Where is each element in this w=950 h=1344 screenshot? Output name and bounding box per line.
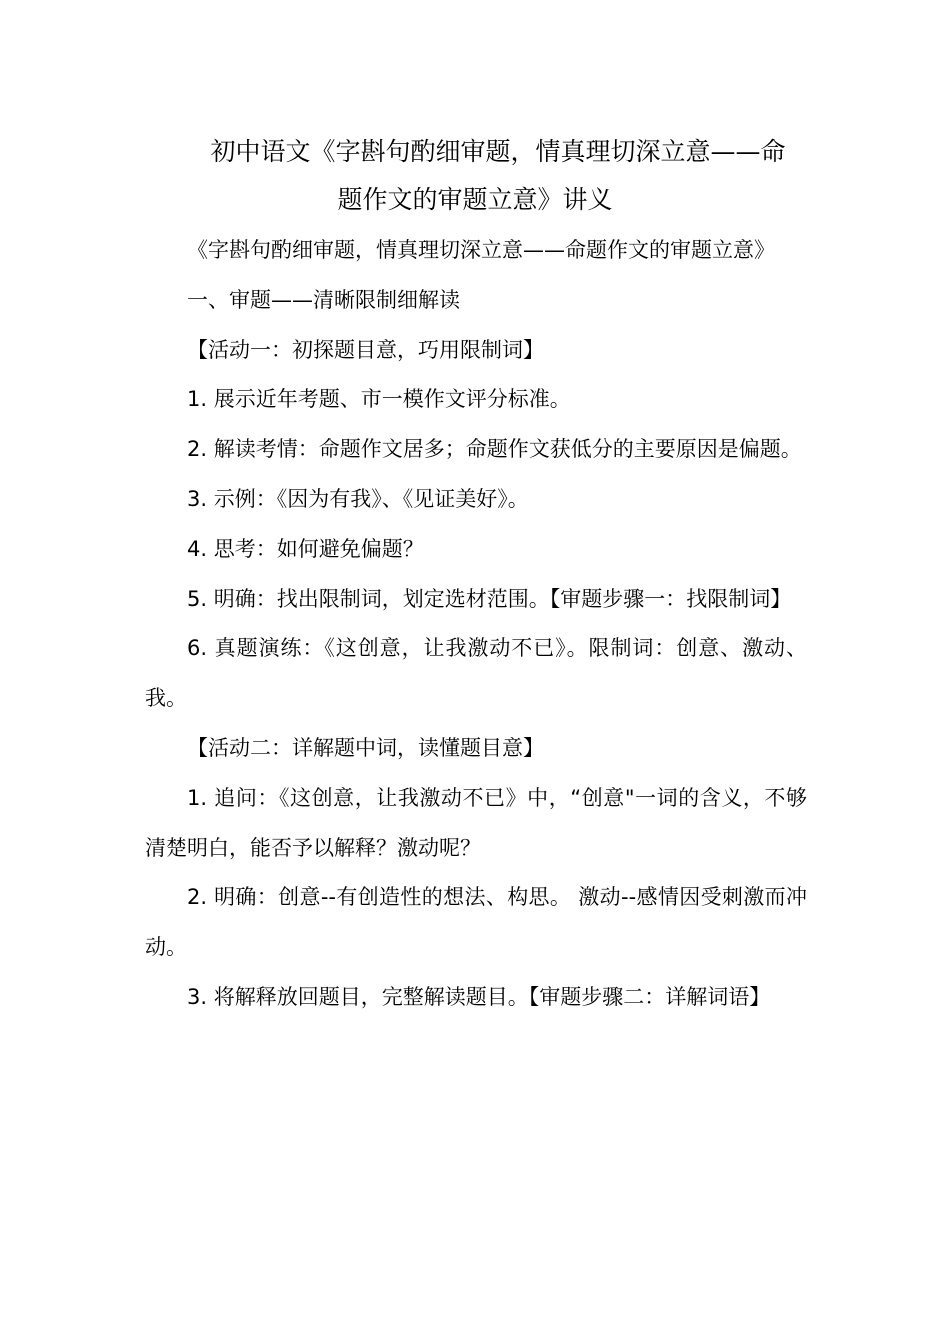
paragraph-item: 4. 思考：如何避免偏题？ [187,536,424,561]
paragraph-item: 5. 明确：找出限制词，划定选材范围。【审题步骤一：找限制词】 [187,586,792,611]
paragraph-section-heading: 一、审题——清晰限制细解读 [187,287,460,312]
document-title [145,128,805,224]
paragraph-item: 3. 将解释放回题目，完整解读题目。【审题步骤二：详解词语】 [187,984,771,1009]
paragraph-item: 6. 真题演练：《这创意，让我激动不已》。限制词：创意、激动、我。 [145,636,807,711]
paragraph-activity-one: 【活动一：初探题目意，巧用限制词】 [187,337,544,362]
title-line-1: 初中语文《字斟句酌细审题，情真理切深立意——命 [210,137,786,166]
paragraph-item: 1. 追问：《这创意，让我激动不已》中，“创意"一词的含义，不够清楚明白，能否予以解释？激动呢？ [145,785,807,860]
paragraph-item: 2. 解读考情：命题作文居多；命题作文获低分的主要原因是偏题。 [187,437,802,462]
paragraph-activity-two: 【活动二：详解题中词，读懂题目意】 [187,735,544,760]
document-body [145,226,807,1023]
title-line-2: 题作文的审题立意》讲义 [337,185,613,214]
paragraph-item: 1. 展示近年考题、市一模作文评分标准。 [187,387,571,412]
paragraph-item: 3. 示例：《因为有我》、《见证美好》。 [187,486,529,511]
paragraph-subtitle: 《字斟句酌细审题，情真理切深立意——命题作文的审题立意》 [187,238,775,262]
paragraph-item: 2. 明确：创意--有创造性的想法、构思。 激动--感情因受刺激而冲动。 [145,885,807,960]
